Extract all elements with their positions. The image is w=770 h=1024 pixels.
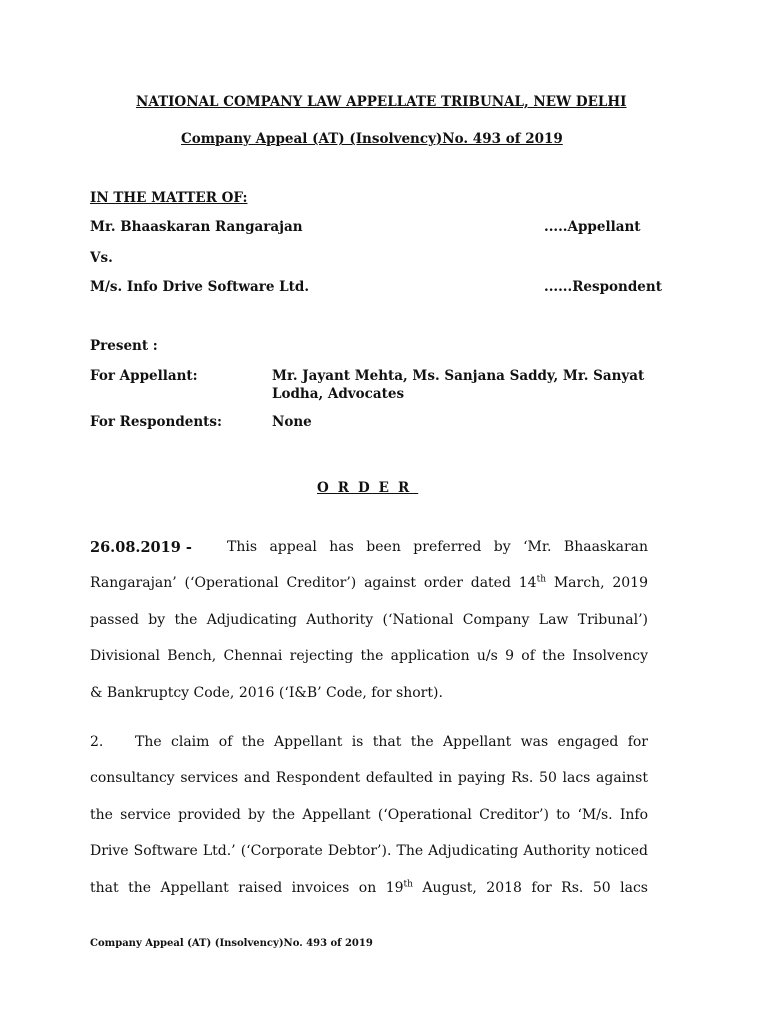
order-date-text: 26.08.2019 - — [90, 539, 192, 556]
versus-label: Vs. — [90, 250, 113, 266]
case-number-heading: Company Appeal (AT) (Insolvency)No. 493 of 2019 — [181, 131, 563, 147]
para1-line1: This appeal has been preferred by ‘Mr. Bhaaskaran — [227, 539, 648, 555]
para2-line3: the service provided by the Appellant (‘Operational Creditor’) to ‘M/s. Info — [90, 807, 648, 823]
para1-line5: & Bankruptcy Code, 2016 (‘I&B’ Code, for short). — [90, 685, 443, 701]
para1-line2: Rangarajan’ (‘Operational Creditor’) against order dated 14th March, 2019 — [90, 574, 648, 591]
order-date — [90, 539, 192, 556]
appellant-counsel-label: For Appellant: — [90, 368, 198, 384]
footer-case-number: Company Appeal (AT) (Insolvency)No. 493 of 2019 — [90, 938, 373, 949]
para1-line4: Divisional Bench, Chennai rejecting the application u/s 9 of the Insolvency — [90, 648, 648, 664]
respondent-counsel-label: For Respondents: — [90, 414, 222, 430]
appellant-name: Mr. Bhaaskaran Rangarajan — [90, 219, 303, 235]
para1-line3: passed by the Adjudicating Authority (‘National Company Law Tribunal’) — [90, 612, 648, 628]
respondent-role: ......Respondent — [544, 279, 662, 295]
para2-line5: that the Appellant raised invoices on 19th August, 2018 for Rs. 50 lacs — [90, 879, 648, 896]
para2-number: 2. — [90, 734, 104, 750]
para2-line4: Drive Software Ltd.’ (‘Corporate Debtor’). The Adjudicating Authority noticed — [90, 843, 648, 859]
respondent-name: M/s. Info Drive Software Ltd. — [90, 279, 310, 295]
present-heading: Present : — [90, 338, 158, 354]
tribunal-heading: NATIONAL COMPANY LAW APPELLATE TRIBUNAL, NEW DELHI — [136, 94, 627, 110]
order-title: ORDER — [317, 480, 419, 496]
appellant-counsel-line1: Mr. Jayant Mehta, Ms. Sanjana Saddy, Mr. Sanyat — [272, 368, 645, 384]
matter-heading: IN THE MATTER OF: — [90, 190, 248, 206]
appellant-role: .....Appellant — [544, 219, 641, 235]
respondent-counsel: None — [272, 414, 312, 430]
appellant-counsel-line2: Lodha, Advocates — [272, 386, 405, 402]
para2-line1: The claim of the Appellant is that the Appellant was engaged for — [135, 734, 648, 750]
para2-line2: consultancy services and Respondent defaulted in paying Rs. 50 lacs against — [90, 770, 648, 786]
